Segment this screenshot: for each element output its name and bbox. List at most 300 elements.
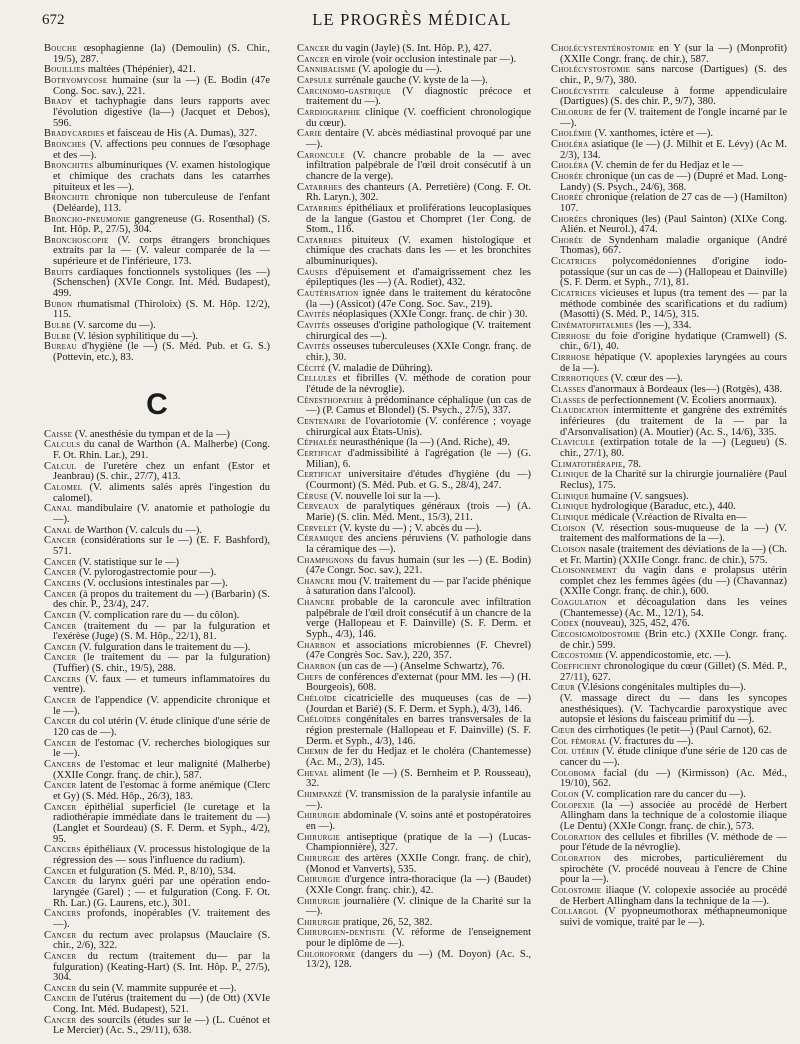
index-entry: [297, 641, 531, 662]
index-entry: [551, 470, 787, 491]
index-entry: [551, 172, 787, 193]
entry-headword: Colopexie: [551, 799, 595, 811]
index-entry: [551, 332, 787, 353]
entry-text: de l'estomac (V. recherches biologiques sur le —).: [53, 737, 270, 760]
index-entry: [551, 566, 787, 598]
entry-headword: Cœcostomie: [551, 650, 603, 662]
entry-text: des cirrhotiques (le petit—) (Paul Carnot), 62.: [575, 725, 772, 736]
entry-headword: Cellules: [297, 373, 337, 385]
entry-text: néoplasiques (XXIe Congr. franç. de chir ) 30.: [330, 309, 528, 321]
entry-headword: Bulbe: [44, 330, 71, 342]
entry-headword: Col fémoral: [551, 735, 607, 747]
index-entry: [551, 438, 787, 459]
entry-text: (V. résection sous-muqueuse de la —) (V. traitement des malformations de la —).: [560, 522, 787, 545]
entry-list: [44, 430, 270, 1037]
entry-headword: Calculs: [44, 439, 81, 451]
entry-headword: Choléra: [551, 160, 589, 172]
entry-text: journalière (V. clinique de la Charité sur la —).: [306, 895, 531, 918]
entry-text: (V. aliments salés après l'ingestion du calomel).: [53, 481, 270, 504]
entry-text: osseuses d'origine pathologique (V. traitement chirurgical des —).: [306, 320, 531, 342]
entry-text: du larynx guéri par une opération endo-laryngée (Garel) ; — et fulguration (Cong. F. Ot. Rh. Lar.) (G. Laurens, etc.), 301.: [53, 876, 270, 909]
index-entry: [297, 417, 531, 438]
entry-headword: Coloration: [551, 831, 602, 843]
entry-headword: Cancer: [44, 609, 77, 621]
entry-text: (V. anesthésie du tympan et de la —): [72, 428, 230, 440]
entry-headword: Chancre: [297, 575, 335, 587]
entry-text: (V. sarcome du —).: [70, 320, 156, 332]
entry-headword: Chirurgie: [297, 831, 341, 843]
entry-text: médicale (V.réaction de Rivalta en—: [588, 511, 747, 523]
entry-headword: Chirurgie: [297, 895, 341, 907]
entry-text: (V. chancre probable de la — avec infiltration palpébrale de l'œil droit consécutif à un chancre de la verge).: [306, 149, 531, 182]
entry-text: abdominale (V. soins anté et postopératoires en —).: [306, 810, 531, 832]
index-entry: [44, 1016, 270, 1037]
entry-text: de l'uretère chez un enfant (Estor et Jeanbrau) (S. chir., 27/7), 413.: [53, 460, 270, 483]
entry-headword: Coefficient: [551, 661, 602, 673]
entry-headword: Bureau: [44, 341, 77, 353]
index-entry: [551, 193, 787, 214]
entry-headword: Cicatrices: [551, 288, 597, 300]
entry-headword: Céruse: [297, 490, 328, 502]
entry-text: (V. maladie de Dühring).: [325, 362, 433, 374]
entry-text: maltées (Thépénier), 421.: [85, 64, 196, 76]
index-entry: [297, 396, 531, 417]
index-entry: [44, 300, 270, 321]
entry-headword: Clinique: [551, 501, 589, 513]
entry-text: (V pyopneumothorax méthapneumonique suivi de vomique, traité par le —).: [560, 906, 787, 928]
entry-text: d'anormaux à Bordeaux (les—) (Rotgès), 438.: [585, 384, 783, 395]
entry-text: (V.lésions congénitales multiples du—).: [575, 682, 746, 694]
entry-text: (considérations sur le —) (E. F. Bashford), 571.: [53, 535, 270, 557]
entry-headword: Cancers: [44, 844, 81, 856]
entry-text: de perfectionnement (V. Écoliers anormaux).: [585, 394, 777, 406]
index-entry: [297, 790, 531, 811]
entry-text: aliment (le —) (S. Bernheim et P. Rousseau), 32.: [306, 767, 531, 790]
entry-headword: Col utérin: [551, 746, 600, 758]
index-entry: [551, 108, 787, 129]
index-entry: [297, 875, 531, 896]
entry-text: facial (du —) (Kirmisson) (Ac. Méd., 19/10), 562.: [560, 767, 787, 790]
index-entry: [44, 696, 270, 717]
entry-headword: Cirrhotiques: [551, 373, 609, 385]
entry-text: (V. affections peu connues de l'œsophage et des —).: [53, 138, 270, 161]
entry-headword: Calcul: [44, 460, 77, 472]
index-entry: [44, 97, 270, 129]
entry-text: de l'ovariotomie (V. conférence ; voyage chirurgical aux États-Unis).: [306, 415, 531, 438]
entry-text: épithéliaux (V. processus histologique de la régression des — sous l'influence du radium).: [53, 844, 270, 866]
entry-text: pratique, 26, 52, 382.: [340, 916, 433, 928]
entry-headword: Clavicule: [551, 437, 595, 449]
index-entry: [297, 183, 531, 204]
page-number: 672: [42, 12, 65, 28]
entry-text: en Y (sur la —) (Monprofit) (XXIIe Congr. franç. de chir.), 587.: [560, 44, 787, 65]
entry-text: osseuses tuberculeuses (XXIe Congr. franç. de chir.), 30.: [306, 341, 531, 364]
entry-text: (le traitement du — par la fulguration) (Tuffier) (S. chir., 19/5), 288.: [53, 652, 270, 675]
index-entry: [551, 257, 787, 289]
entry-headword: Cancer: [44, 737, 77, 749]
entry-text: chronique non tuberculeuse de l'enfant (Deléarde), 113.: [53, 192, 270, 214]
entry-text: et tachyphagie dans leurs rapports avec l'évolution digestive (la—) (Jacquet et Debos), 596.: [53, 96, 270, 129]
entry-headword: Cancer: [44, 993, 77, 1005]
entry-headword: Chorée: [551, 170, 584, 182]
index-entry: [551, 907, 787, 928]
index-column-3: [551, 44, 787, 1037]
entry-headword: Cancer: [44, 716, 77, 728]
entry-text: (V. transmission de la paralysie infantile au —).: [306, 788, 531, 811]
index-entry: [551, 524, 787, 545]
entry-headword: Cancer: [44, 620, 77, 632]
index-entry: [297, 87, 531, 108]
entry-headword: Brady: [44, 96, 73, 108]
index-entry: [551, 236, 787, 257]
entry-headword: Bulbe: [44, 320, 71, 332]
entry-text: du canal de Warthon (A. Malherbe) (Cong. F. Ot. Rhin. Lar.), 291.: [53, 439, 270, 461]
entry-headword: Cœur: [551, 682, 576, 694]
entry-text: (V. pylorogastrectomie pour —).: [76, 567, 217, 579]
entry-text: neurasthénique (la —) (And. Riche), 49.: [337, 437, 510, 449]
entry-text: calculeuse à forme appendiculaire (Dartigues) (S. des chir. P., 9/7), 380.: [560, 85, 787, 108]
entry-headword: Chloroforme: [297, 948, 356, 960]
entry-text: chroniques (les) (Paul Sainton) (XIXe Cong. Alién. et Neurol.), 474.: [560, 213, 787, 236]
entry-headword: Cancer: [44, 780, 77, 792]
entry-text: (V. statistique sur le —): [76, 556, 179, 568]
entry-text: chronologique du cœur (Gillet) (S. Méd. P., 27/11), 627.: [560, 661, 787, 683]
entry-headword: Charbon: [297, 639, 336, 651]
entry-headword: Cautérisation: [297, 288, 359, 300]
entry-text: du rectum avec prolapsus (Mauclaire (S. chir., 2/6), 322.: [53, 929, 270, 952]
index-entry: [297, 204, 531, 236]
entry-headword: Classes: [551, 384, 586, 395]
index-entry: [44, 462, 270, 483]
entry-text: en virole (voir occlusion intestinale par —).: [329, 53, 517, 65]
index-entry: [297, 673, 531, 694]
index-entry: [44, 909, 270, 930]
entry-text: d'admissibilité à l'agrégation (le —) (G. Milian), 6.: [306, 447, 531, 470]
entry-headword: Collargol: [551, 906, 599, 918]
entry-headword: Cancer: [44, 535, 77, 547]
index-entry: [44, 952, 270, 984]
entry-text: rhumatismal (Thiroloix) (S. M. Hôp. 12/2), 115.: [53, 298, 270, 321]
index-entry: [297, 374, 531, 395]
index-column-2: [297, 44, 531, 1037]
index-entry: [44, 717, 270, 738]
section-letter: C: [146, 387, 168, 421]
entry-text: antiseptique (pratique de la —) (Lucas-Championnière), 327.: [306, 831, 531, 854]
entry-headword: Caroncule: [297, 149, 345, 161]
index-entry: [551, 769, 787, 790]
entry-headword: Chancre: [297, 597, 335, 609]
index-entry: [297, 833, 531, 854]
index-entry: [44, 342, 270, 363]
entry-text: (V. faux — et tumeurs inflammatoires du ventre).: [53, 673, 270, 696]
entry-text: (V. fulguration dans le traitement du —).: [76, 641, 251, 653]
entry-headword: Chirurgien-dentiste: [297, 927, 386, 939]
entry-text: à prédominance céphalique (un cas de —) (P. Camus et Blondel) (S. Psych., 27/5), 337.: [306, 394, 531, 417]
index-entry: [44, 760, 270, 781]
entry-headword: Cerveaux: [297, 501, 340, 513]
index-entry: [44, 536, 270, 557]
entry-text: épithélial superficiel (le curetage et la radiothérapie immédiate dans le traitement du —) (Langlet et Sourdeau) (S. F. Derm. et Syph., 4/2), 95.: [53, 801, 270, 845]
entry-headword: Cancer: [44, 567, 77, 579]
entry-headword: Cancer: [44, 801, 77, 813]
index-entry: [297, 534, 531, 555]
entry-headword: Cancers: [44, 577, 81, 589]
entry-headword: Coagulation: [551, 597, 607, 609]
entry-text: asiatique (le —) (J. Milhit et E. Lévy) (Ac M. 2/3), 134.: [560, 138, 787, 161]
entry-text: dentaire (V. abcès médiastinal provoqué par une —).: [306, 128, 531, 150]
entry-text: du col utérin (V. étude clinique d'une série de 120 cas de —).: [53, 716, 270, 739]
entry-text: intermittente et gangrène des extrémités inférieures (du traitement de la — par la d'Arsonvalisation) (A. Moutier) (Ac. S., 14/6), 335.: [560, 405, 787, 438]
entry-text: (nouveau), 325, 452, 476.: [578, 618, 690, 630]
index-entry: [297, 449, 531, 470]
entry-text: du favus humain (sur les —) (E. Bodin) (47e Congr. Soc. sav.), 221.: [306, 554, 531, 577]
index-entry: [551, 65, 787, 86]
entry-text: congénitales en barres transversales de la région presternale (Hallopeau et F. Dainville) (S. F. Derm. et Syph., 4/3), 146.: [306, 714, 531, 747]
index-entry: [551, 406, 787, 438]
entry-headword: Chorée: [551, 192, 584, 204]
entry-headword: Cicatrices: [551, 256, 597, 268]
entry-text: (V. cœur des —).: [608, 373, 683, 385]
entry-text: de Warthon (V. calculs du —).: [71, 524, 202, 536]
entry-headword: Cœur: [551, 725, 576, 736]
entry-text: (V. corps étrangers bronchiques extraits par la — (V. valeur comparée de la — supérieure et de l'inférieure, 173.: [53, 234, 270, 268]
entry-headword: Choléra: [551, 138, 589, 150]
index-entry: [551, 353, 787, 374]
entry-headword: Caisse: [44, 428, 73, 440]
entry-headword: Bronchoscopie: [44, 234, 109, 246]
index-entry: [44, 675, 270, 696]
index-entry: [551, 545, 787, 566]
running-title: LE PROGRÈS MÉDICAL: [312, 10, 512, 29]
entry-text: et associations microbiennes (F. Chevrel) (47e Congrès Soc. Sav.), 220, 357.: [306, 639, 531, 662]
entry-headword: Cholémie: [551, 128, 592, 140]
entry-text: d'hygiène (le —) (S. Méd. Pub. et G. S.) (Pottevin, etc.), 83.: [53, 341, 270, 364]
entry-headword: Cancers: [44, 908, 81, 920]
index-entry: [44, 161, 270, 193]
entry-text: œsophagienne (la) (Demoulin) (S. Chir., 19/5), 287.: [53, 44, 270, 65]
entry-headword: Catarrhes: [297, 202, 343, 214]
entry-headword: Chirurgie: [297, 810, 341, 822]
entry-headword: Bradycardies: [44, 128, 105, 140]
entry-text: (Brin etc.) (XXIIe Congr. franç. de chir.) 599.: [560, 629, 787, 651]
entry-headword: Céramique: [297, 533, 344, 545]
entry-text: de l'utérus (traitement du —) (de Ott) (XVIe Cong. Int. Méd. Budapest), 521.: [53, 993, 270, 1016]
entry-text: vicieuses et lupus (tra tement des — par la méthode combinée des scarifications et du radium) (Masotti) (S. Méd. P., 14/5), 315.: [560, 288, 787, 321]
entry-headword: Cancer: [44, 1014, 77, 1026]
entry-headword: Chlorure: [551, 106, 594, 118]
entry-headword: Botryomycose: [44, 74, 108, 86]
index-entry: [297, 950, 531, 971]
index-entry: [44, 483, 270, 504]
entry-headword: Cardiographie: [297, 106, 361, 118]
entry-text: chronique (un cas de —) (Dupré et Mad. Long-Landy) (S. Psych., 24/6), 368.: [560, 170, 787, 193]
entry-text: mou (V. traitement du — par l'acide phénique à saturation dans l'alcool).: [306, 575, 531, 598]
index-entry: [297, 811, 531, 832]
entry-text: du foie d'origine hydatique (Cramwell) (S. chir., 6/1), 40.: [560, 330, 787, 353]
entry-headword: Cancer: [44, 695, 77, 707]
index-entry: [44, 877, 270, 909]
entry-headword: Broncho-pneumonie: [44, 213, 131, 225]
entry-headword: Chimpanzé: [297, 788, 343, 800]
index-entry: [44, 590, 270, 611]
entry-headword: Bouillies: [44, 64, 86, 76]
index-entry: [44, 653, 270, 674]
entry-headword: Chefs: [297, 671, 323, 683]
entry-text: de fer du Hedjaz et le choléra (Chantemesse) (Ac. M., 2/3), 145.: [306, 746, 531, 768]
entry-headword: Chirurgie: [297, 852, 341, 864]
entry-headword: Cinématophtalmies: [551, 320, 634, 332]
entry-text: (V. xanthomes, ictère et —).: [591, 128, 714, 140]
entry-headword: Bouche: [44, 44, 77, 54]
entry-text: surrénale gauche (V. kyste de la —).: [332, 74, 488, 86]
entry-headword: Bronches: [44, 138, 87, 150]
index-entry: [297, 747, 531, 768]
entry-headword: Cheval: [297, 767, 329, 779]
entry-text: gangreneuse (G. Rosenthal) (S. Int. Hôp. P., 27/5), 304.: [53, 213, 270, 236]
entry-headword: Clinique: [551, 469, 589, 481]
index-entry: [551, 630, 787, 651]
entry-text: et décoagulation dans les veines (Chantemesse) (Ac. M., 12/1), 54.: [560, 597, 787, 619]
index-entry: [551, 854, 787, 886]
entry-text: du sein (V. mammite suppurée et —).: [76, 982, 237, 994]
entry-headword: Colostomie: [551, 884, 602, 896]
entry-text: (V diagnostic précoce et traitement du —).: [306, 85, 531, 108]
entry-headword: Charbon: [297, 661, 336, 673]
entry-headword: Canal: [44, 503, 72, 515]
entry-headword: Cholécystostomie: [551, 64, 631, 76]
index-column-1: [44, 44, 270, 1037]
entry-headword: Clinique: [551, 511, 589, 523]
entry-text: iliaque (V. colopexie associée au procédé de Herbert Allingham dans la technique de la —).: [560, 884, 787, 907]
index-entry: [297, 129, 531, 150]
entry-headword: Cancer: [44, 950, 77, 962]
entry-text: du rectum (traitement du— par la fulguration) (Keating-Hart) (S. Int. Hôp. P., 27/5), 304.: [53, 950, 270, 984]
index-entry: [297, 236, 531, 268]
entry-headword: Chirurgie: [297, 916, 341, 928]
entry-headword: Codex: [551, 618, 579, 630]
entry-list: [297, 44, 531, 971]
entry-text: sans narcose (Dartigues) (S. des chir., P., 9/7), 380.: [560, 64, 787, 86]
entry-headword: Calomel: [44, 481, 83, 493]
entry-text: , 78.: [622, 458, 642, 470]
entry-headword: Coloboma: [551, 767, 596, 779]
entry-headword: Catarrhes: [297, 181, 343, 193]
entry-text: (dangers du —) (M. Doyon) (Ac. S., 13/2), 128.: [306, 948, 531, 971]
entry-headword: Cholécystite: [551, 85, 610, 97]
index-entry: [297, 854, 531, 875]
index-entry: [44, 268, 270, 300]
entry-text: de la Charité sur la chirurgie journalière (Paul Reclus), 175.: [560, 469, 787, 491]
entry-text: et fibrilles (V. méthode de coration pour l'étude de la névroglie).: [306, 373, 531, 395]
index-entry: [297, 598, 531, 641]
entry-headword: Chéloïdes: [297, 714, 341, 726]
entry-headword: Cannibalisme: [297, 64, 356, 76]
entry-headword: Causes: [297, 266, 328, 278]
entry-headword: Chéloïde: [297, 693, 337, 705]
entry-headword: Certificat: [297, 469, 342, 481]
entry-headword: Cirrhose: [551, 330, 591, 342]
entry-text: épithéliaux et proliférations leucoplasiques de la langue (Gastou et Chompret (1er Cong. de Stom., 116.: [306, 202, 531, 236]
index-entry: [297, 342, 531, 363]
entry-headword: Claudication: [551, 405, 610, 417]
index-entry: [551, 801, 787, 833]
index-entry: [44, 236, 270, 268]
entry-headword: Coloration: [551, 852, 602, 864]
entry-text: des sourcils (études sur le —) (L. Cuénot et Le Mercier) (Ac. S., 29/11), 638.: [53, 1014, 270, 1037]
entry-headword: Centenaire: [297, 415, 347, 427]
entry-headword: Cavités: [297, 341, 331, 353]
entry-headword: Cancer: [297, 44, 330, 54]
index-entry: [44, 781, 270, 802]
index-entry: [44, 504, 270, 525]
entry-text: (à propos du traitement du —) (Barbarin) (S. des chir. P., 23/4), 247.: [53, 588, 270, 611]
entry-text: de conférences d'externat (pour MM. les —) (H. Bourgeois), 608.: [306, 671, 531, 694]
entry-headword: Cirrhose: [551, 352, 591, 364]
entry-headword: Cavités: [297, 309, 331, 321]
entry-headword: Cancer: [44, 556, 77, 568]
entry-text: (extirpation totale de la —) (Legueu) (S. chir., 27/1), 80.: [560, 437, 787, 459]
index-entry: [44, 140, 270, 161]
index-entry: [551, 289, 787, 321]
entry-text: (les —), 334.: [633, 320, 692, 332]
entry-headword: Colon: [551, 788, 579, 800]
entry-text: de l'estomac et leur malignité (Malherbe) (XXIIe Congr. franç. de chir.), 587.: [53, 759, 270, 781]
entry-text: (la —) associée au procédé de Herbert Allingham dans la technique de a colostomie iliaque (Le Dentu) (XXIe Congr. franç. de chir.), 573.: [560, 799, 787, 832]
entry-text: des anciens péruviens (V. pathologie dans la céramique des —).: [306, 533, 531, 555]
index-entry: [551, 833, 787, 854]
entry-text: (V. complication rare du cancer du —).: [578, 788, 746, 800]
index-entry: [297, 321, 531, 342]
entry-text: (V. nouvelle loi sur la —).: [327, 490, 441, 502]
entry-headword: Cloisonnement: [551, 565, 617, 577]
entry-text: de fer (V. traitement de l'ongle incarné par le —).: [560, 106, 787, 129]
entry-text: cicatricielle des muqueuses (cas de —) (Jourdan et Barié) (S. F. Derm. et Syph.), 4/3), 146.: [306, 693, 531, 715]
entry-headword: Cancer: [44, 588, 77, 600]
entry-headword: Cancer: [297, 53, 330, 65]
entry-headword: Cancer: [44, 982, 77, 994]
index-entry: [551, 598, 787, 619]
entry-text: nasale (traitement des déviations de la —) (Ch. et Fr. Martin) (XXIIe Congr. franc. de chir.), 575.: [560, 543, 787, 566]
entry-text: (un cas de —) (Anselme Schwartz), 76.: [335, 661, 505, 673]
index-entry: [551, 662, 787, 683]
entry-headword: Climatothérapie: [551, 458, 623, 470]
entry-text: hépatique (V. apoplexies laryngées au cours de la —).: [560, 352, 787, 374]
entry-text: des cellules et fibrilles (V. méthode de — pour l'étude de la névroglie).: [560, 831, 787, 854]
entry-headword: Cancers: [44, 673, 81, 685]
index-entry: [297, 897, 531, 918]
entry-text: (V. occlusions intestinales par —).: [80, 577, 228, 589]
index-entry: [44, 622, 270, 643]
index-entry: [297, 715, 531, 747]
entry-headword: Chorée: [551, 234, 584, 246]
entry-text: albuminuriques (V. examen histologique et chimique des crachats dans les catarrhes pituiteux et les —).: [53, 160, 270, 193]
entry-text: de Syndenham maladie organique (André Thomas), 667.: [560, 234, 787, 257]
entry-text: pituiteux (V. examen histologique et chimique des crachats dans les — et les bronchites albuminuriques).: [306, 234, 531, 268]
entry-headword: Cancers: [44, 759, 81, 771]
index-entry: [297, 928, 531, 949]
entry-text: humaine (V. sangsues).: [588, 490, 689, 502]
entry-text: (V. complication rare du — du côlon).: [76, 609, 240, 621]
entry-headword: Classes: [551, 394, 586, 406]
index-entry: [551, 140, 787, 161]
entry-text: du vagin (Jayle) (S. Int. Hôp. P.), 427.: [329, 44, 492, 54]
entry-text: (V. apologie du —).: [355, 64, 442, 76]
entry-headword: Cancer: [44, 876, 77, 888]
entry-text: (V. lésion syphilitique du —).: [70, 330, 199, 342]
entry-list: [551, 44, 787, 928]
index-entry: [297, 470, 531, 491]
index-entry: [44, 215, 270, 236]
